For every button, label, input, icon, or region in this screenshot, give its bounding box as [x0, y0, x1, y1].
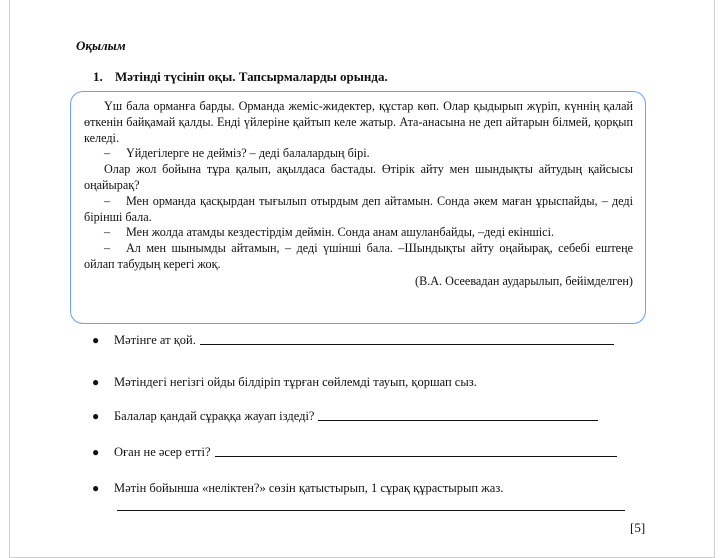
bullet-icon: ● [92, 445, 100, 459]
question-1-text: Мәтінге ат қой. [114, 333, 196, 347]
text-line-5-content: Мен жолда атамды кездестірдім деймін. Сонда анам ашуланбайды, –деді екіншісі. [126, 225, 555, 240]
text-line-2-content: Үйдегілерге не дейміз? – деді балалардың бірі. [126, 146, 370, 161]
question-4 [92, 445, 617, 460]
dash-mark: – [104, 193, 111, 208]
text-line-5 [84, 225, 633, 241]
question-2-text: Мәтіндегі негізгі ойды білдіріп тұрған сөйлемді тауып, қоршап сыз. [114, 375, 477, 389]
text-line-3: Олар жол бойына тұра қалып, ақылдаса бастады. Өтірік айту мен шындықты айтудың қайсысы оңайырақ? [84, 162, 633, 192]
text-line-6-content: Ал мен шынымды айтамын, – деді үшінші бала. –Шындықты айту оңайырақ, себебі ештеңе ойлап табудың керегі жоқ. [84, 241, 633, 271]
bullet-icon: ● [92, 333, 100, 347]
question-5 [92, 481, 503, 496]
question-3 [92, 409, 598, 424]
bullet-icon: ● [92, 409, 100, 423]
answer-line-4[interactable] [215, 455, 617, 457]
text-line-6 [84, 241, 633, 273]
bullet-icon: ● [92, 481, 100, 495]
text-line-4 [84, 194, 633, 226]
dash-mark: – [104, 241, 111, 256]
answer-line-5[interactable] [117, 510, 625, 511]
question-4-text: Оған не әсер етті? [114, 445, 211, 459]
question-5-text: Мәтін бойынша «неліктен?» сөзін қатыстырып, 1 сұрақ құрастырып жаз. [114, 481, 504, 495]
answer-line-1[interactable] [200, 343, 614, 345]
question-3-text: Балалар қандай сұраққа жауап іздеді? [114, 409, 315, 423]
dash-mark: – [104, 146, 111, 161]
text-paragraph-1: Үш бала орманға барды. Орманда жеміс-жидектер, құстар көп. Олар қыдырып жүріп, күннің қалай өткенін байқамай қалды. Енді үйлеріне қайтып келе жатыр. Ата-анасына не деп айтарын білмей, қорқып келеді. [84, 99, 633, 145]
task-number: 1. [93, 69, 103, 84]
dash-mark: – [104, 225, 111, 240]
score-mark: [5] [630, 520, 646, 535]
text-line-2 [84, 146, 633, 162]
text-line-4-content: Мен орманда қасқырдан тығылып отырдым деп айтамын. Сонда әкем маған ұрыспайды, – деді біріншi бала. [84, 193, 633, 224]
question-2 [92, 375, 477, 390]
text-source: (В.А. Осеевадан аударылып, бейімделген) [415, 273, 633, 288]
task-heading [93, 69, 388, 85]
task-title: Мәтінді түсініп оқы. Тапсырмаларды орында. [115, 69, 388, 84]
question-1 [92, 333, 614, 348]
section-title: Оқылым [76, 38, 126, 53]
bullet-icon: ● [92, 375, 100, 389]
answer-line-3[interactable] [318, 419, 598, 421]
reading-text-box [70, 91, 646, 324]
